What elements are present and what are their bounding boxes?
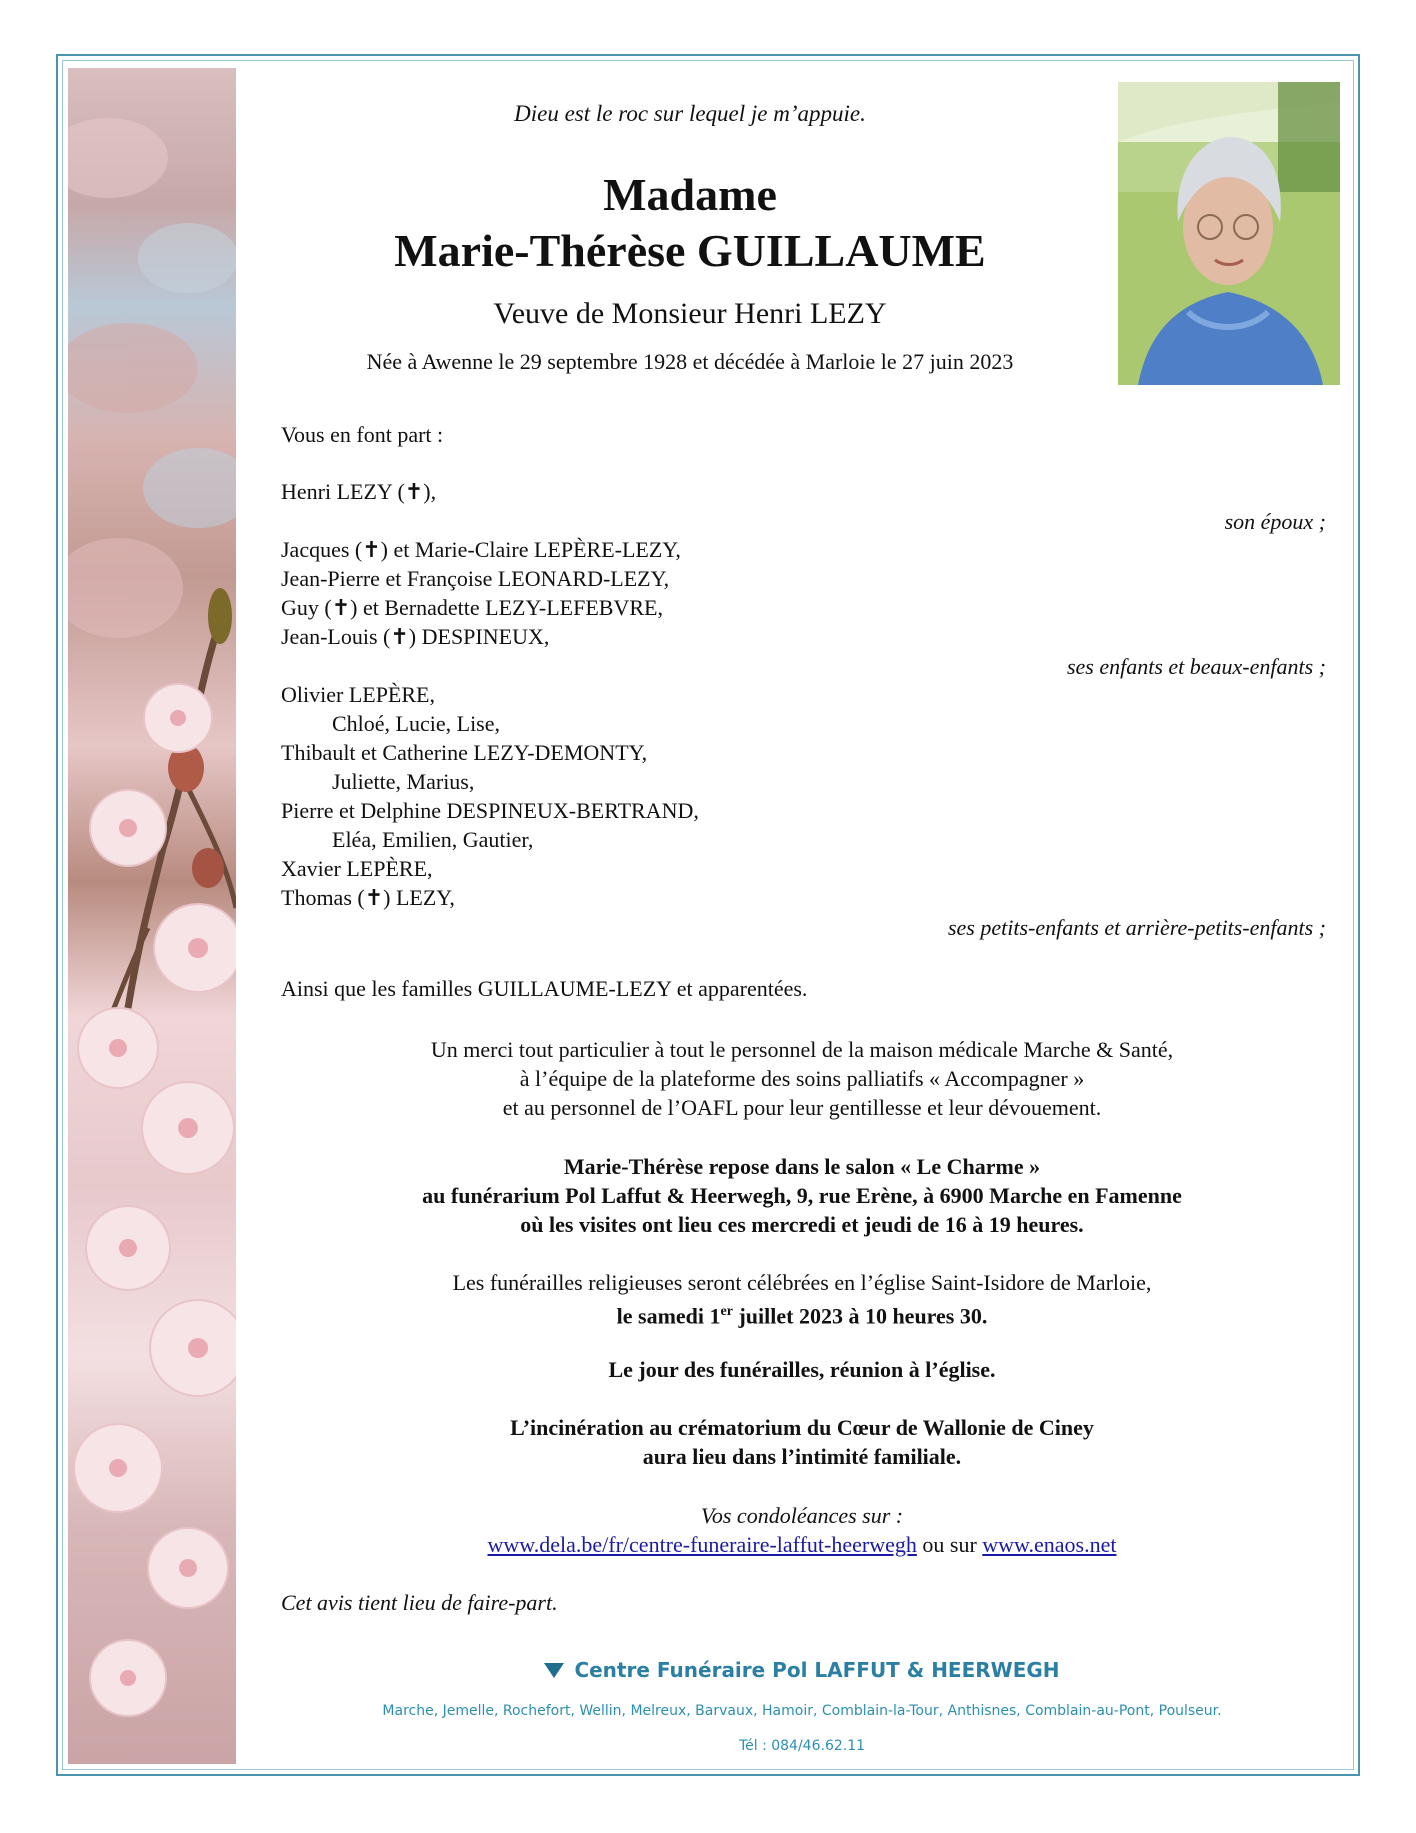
notice-line: Cet avis tient lieu de faire-part. (281, 1590, 558, 1615)
grandchild-line: Olivier LEPÈRE, (281, 682, 435, 707)
title-madame: Madame (603, 169, 777, 220)
great-grandchild-line: Eléa, Emilien, Gautier, (332, 827, 534, 852)
condolences-label: Vos condoléances sur : (700, 1503, 904, 1528)
grandchildren-relation: ses petits-enfants et arrière-petits-enfants ; (947, 915, 1326, 940)
cremation-line: L’incinération au crématorium du Cœur de Wallonie de Ciney (510, 1415, 1094, 1440)
children-relation: ses enfants et beaux-enfants ; (1066, 654, 1326, 679)
motto: Dieu est le roc sur lequel je m’appuie. (514, 101, 866, 126)
birth-death-line: Née à Awenne le 29 septembre 1928 et décédée à Marloie le 27 juin 2023 (366, 349, 1014, 374)
dela-link[interactable]: www.dela.be/fr/centre-funeraire-laffut-heerwegh (487, 1532, 917, 1557)
intro-text: Vous en font part : (281, 422, 444, 447)
footer-phone: Tél : 084/46.62.11 (738, 1738, 866, 1754)
great-grandchild-line: Juliette, Marius, (332, 769, 475, 794)
footer-locations: Marche, Jemelle, Rochefort, Wellin, Melreux, Barvaux, Hamoir, Comblain-la-Tour, Anthisnes, Comblain-au-Pont, Poulseur. (382, 1703, 1222, 1719)
grandchild-line: Pierre et Delphine DESPINEUX-BERTRAND, (281, 798, 699, 823)
cremation-line: aura lieu dans l’intimité familiale. (642, 1444, 962, 1469)
thanks-line: Un merci tout particulier à tout le personnel de la maison médicale Marche & Santé, (430, 1037, 1174, 1062)
deceased-name: Marie-Thérèse GUILLAUME (394, 225, 986, 276)
cherry-blossom-strip-image (68, 68, 236, 1764)
grandchild-line: Thibault et Catherine LEZY-DEMONTY, (281, 740, 648, 765)
grandchild-line: Xavier LEPÈRE, (281, 856, 433, 881)
funeral-date-start: le samedi 1 (616, 1303, 721, 1329)
child-line: Jean-Louis (✝) DESPINEUX, (281, 624, 550, 649)
thanks-line: à l’équipe de la plateforme des soins palliatifs « Accompagner » (519, 1066, 1085, 1091)
blossom-illustration (68, 68, 236, 1764)
repose-line: Marie-Thérèse repose dans le salon « Le Charme » (563, 1154, 1041, 1179)
link-separator: ou sur (916, 1532, 983, 1557)
company-name: Centre Funéraire Pol LAFFUT & HEERWEGH (574, 1658, 1060, 1682)
families-line: Ainsi que les familles GUILLAUME-LEZY et apparentées. (281, 976, 808, 1001)
spouse-name: Henri LEZY (✝), (281, 479, 437, 504)
meeting-line: Le jour des funérailles, réunion à l’église. (608, 1357, 996, 1382)
repose-line: au funérarium Pol Laffut & Heerwegh, 9, rue Erène, à 6900 Marche en Famenne (422, 1183, 1182, 1208)
child-line: Jean-Pierre et Françoise LEONARD-LEZY, (281, 566, 670, 591)
thanks-line: et au personnel de l’OAFL pour leur gentillesse et leur dévouement. (502, 1095, 1102, 1120)
funeral-date-superscript: er (720, 1304, 733, 1319)
triangle-down-icon (544, 1663, 564, 1678)
condolences-links (240, 1532, 1364, 1558)
grandchild-line: Thomas (✝) LEZY, (281, 885, 455, 910)
funeral-date-end: juillet 2023 à 10 heures 30. (732, 1303, 988, 1329)
enaos-link[interactable]: www.enaos.net (982, 1532, 1117, 1557)
spouse-relation: son époux ; (1224, 509, 1326, 534)
child-line: Guy (✝) et Bernadette LEZY-LEFEBVRE, (281, 595, 663, 620)
portrait-photo (1118, 82, 1340, 385)
widow-line: Veuve de Monsieur Henri LEZY (493, 297, 887, 330)
funeral-date (240, 1299, 1364, 1329)
child-line: Jacques (✝) et Marie-Claire LEPÈRE-LEZY, (281, 537, 681, 562)
funeral-line: Les funérailles religieuses seront célébrées en l’église Saint-Isidore de Marloie, (452, 1270, 1152, 1295)
portrait-illustration (1118, 82, 1340, 385)
great-grandchild-line: Chloé, Lucie, Lise, (332, 711, 501, 736)
repose-line: où les visites ont lieu ces mercredi et jeudi de 16 à 19 heures. (520, 1212, 1084, 1237)
footer-company (240, 1658, 1364, 1682)
